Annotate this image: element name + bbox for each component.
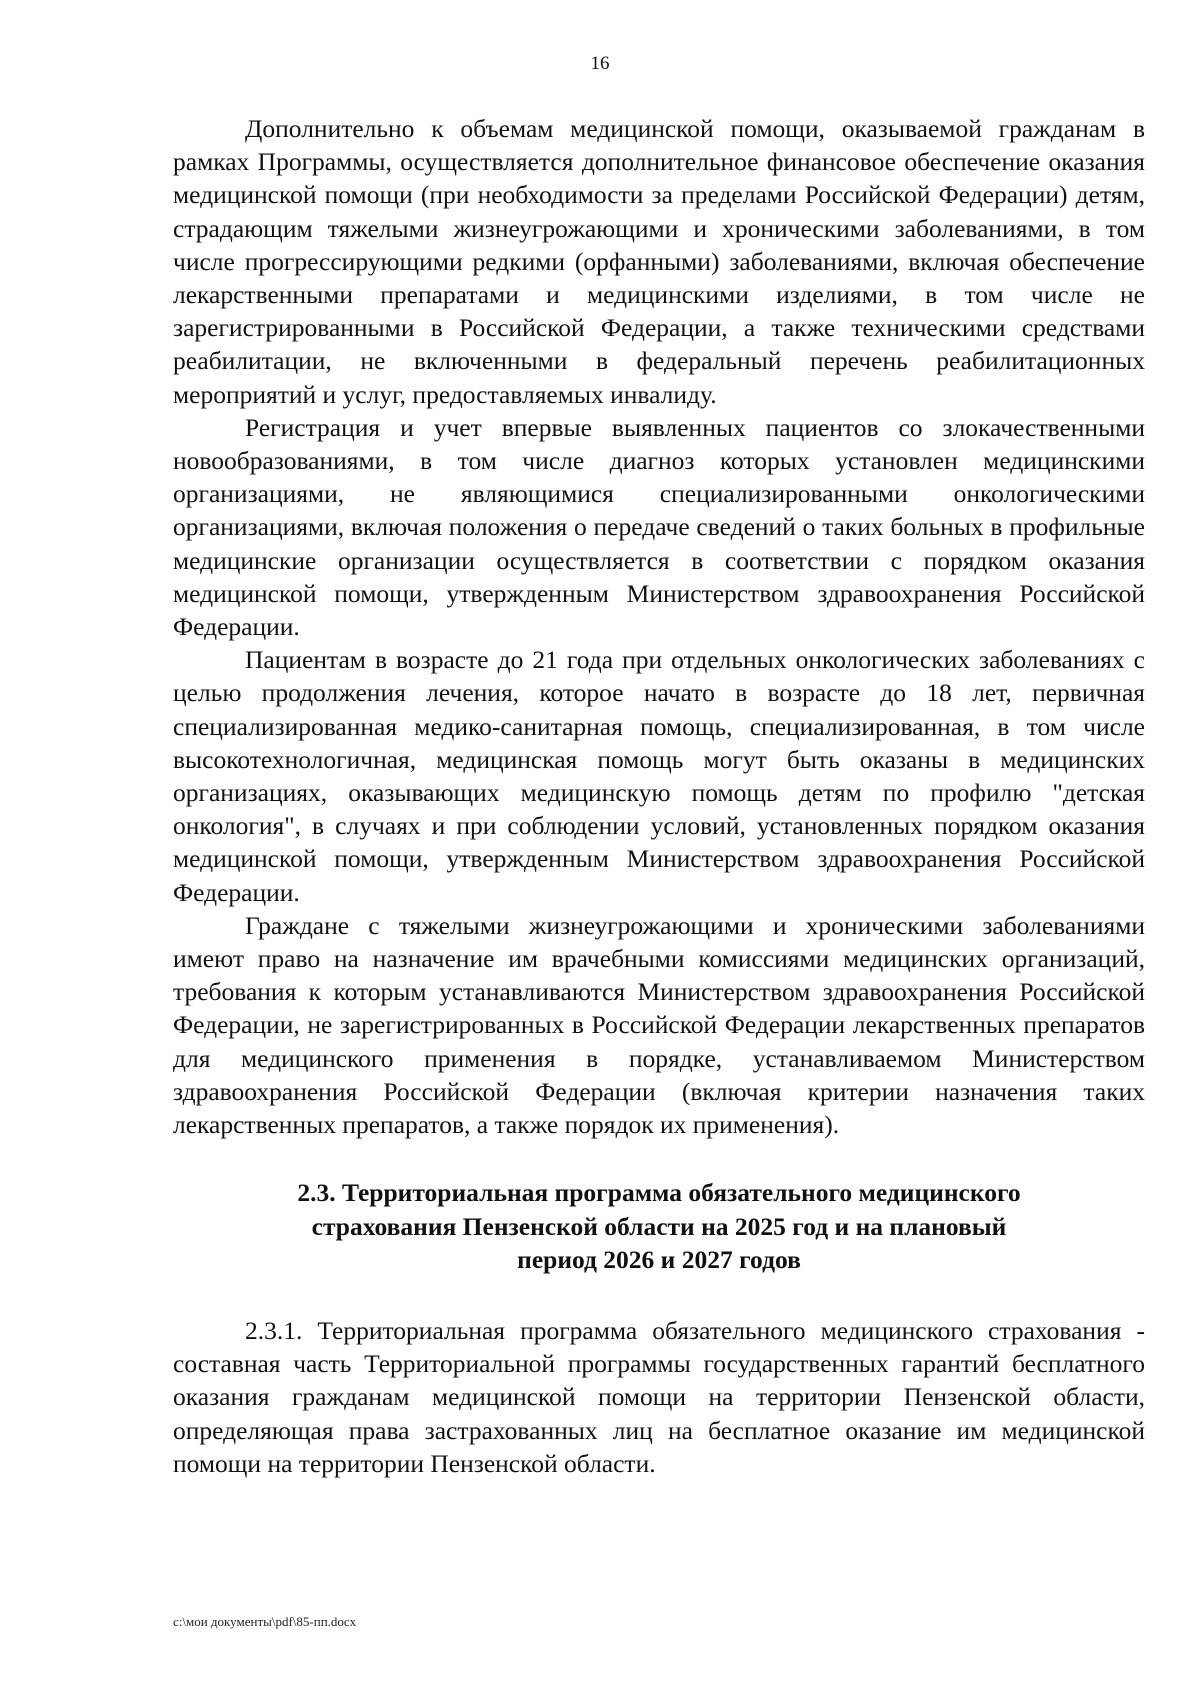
paragraph-unregistered-drugs: Граждане с тяжелыми жизнеугрожающими и хроническими заболеваниями имеют право на назначение им врачебными комиссиями медицинских организаций, требования к которым устанавливаются Министерством здравоохранения Российской Федерации, не зарегистрированных в Российской Федерации лекарственных препаратов для медицинского применения в порядке, устанавливаемом Министерством здравоохранения Российской Федерации (включая критерии назначения таких лекарственных препаратов, а также порядок их применения). — [173, 910, 1145, 1140]
paragraph-patients-under-21: Пациентам в возрасте до 21 года при отдельных онкологических заболеваниях с целью продолжения лечения, которое начато в возрасте до 18 лет, первичная специализированная медико-санитарная помощь, специализированная, в том числе высокотехнологичная, медицинская помощь могут быть оказаны в медицинских организациях, оказывающих медицинскую помощь детям по профилю "детская онкология", в случаях и при соблюдении условий, установленных порядком оказания медицинской помощи, утвержденным Министерством здравоохранения Российской Федерации. — [173, 645, 1145, 907]
footer-file-path: c:\мои документы\pdf\85-пп.docx — [173, 1614, 357, 1629]
document-body — [173, 112, 1145, 1480]
section-title: 2.3. Территориальная программа обязательного медицинского страхования Пензенской области на 2025 год и на плановый период 2026 и 2027 годов — [297, 1178, 1021, 1274]
page-number: 16 — [590, 53, 610, 74]
paragraph-additional-funding: Дополнительно к объемам медицинской помощи, оказываемой гражданам в рамках Программы, осуществляется дополнительное финансовое обеспечение оказания медицинской помощи (при необходимости за пределами Российской Федерации) детям, страдающим тяжелыми жизнеугрожающими и хроническими заболеваниями, в том числе прогрессирующими редкими (орфанными) заболеваниями, включая обеспечение лекарственными препаратами и медицинскими изделиями, в том числе не зарегистрированными в Российской Федерации, а также техническими средствами реабилитации, не включенными в федеральный перечень реабилитационных мероприятий и услуг, предоставляемых инвалиду. — [173, 114, 1145, 409]
section-spacer — [173, 1276, 1145, 1314]
paragraph-registration: Регистрация и учет впервые выявленных пациентов со злокачественными новообразованиями, в том числе диагноз которых установлен медицинскими организациями, не являющимися специализированными онкологическими организациями, включая положения о передаче сведений о таких больных в профильные медицинские организации осуществляется в соответствии с порядком оказания медицинской помощи, утвержденным Министерством здравоохранения Российской Федерации. — [173, 412, 1145, 642]
section-paragraph: 2.3.1. Территориальная программа обязательного медицинского страхования - составная часть Территориальной программы государственных гарантий бесплатного оказания гражданам медицинской помощи на территории Пензенской области, определяющая права застрахованных лиц на бесплатное оказание им медицинской помощи на территории Пензенской области. — [173, 1315, 1145, 1478]
